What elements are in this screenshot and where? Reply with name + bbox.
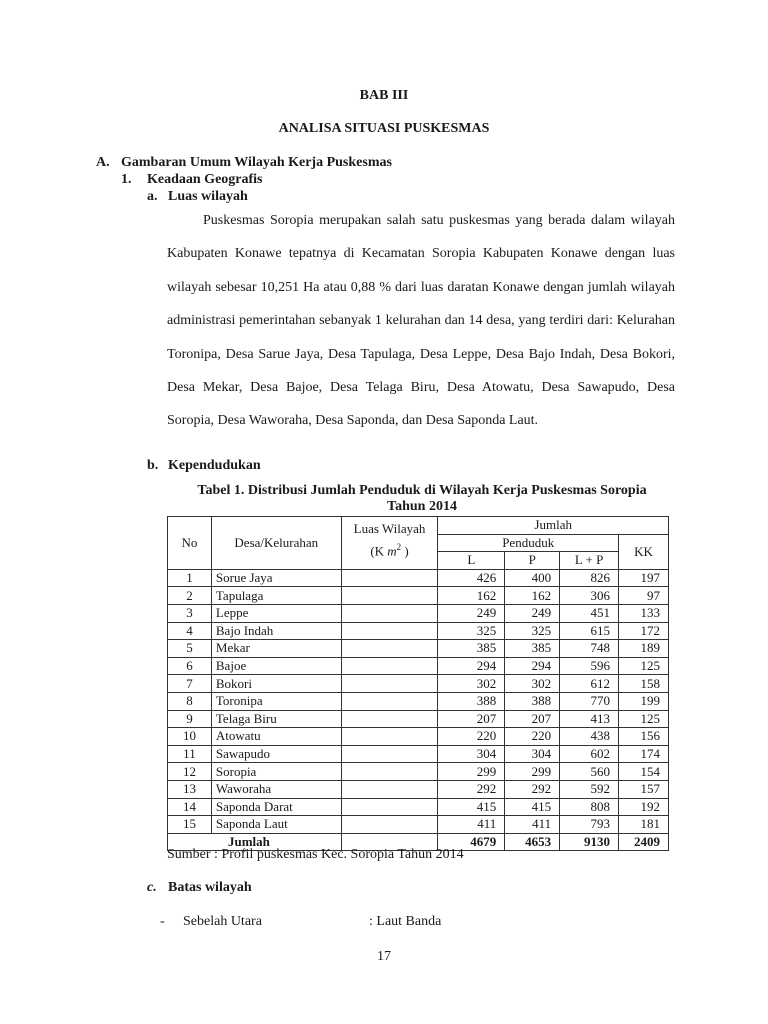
section-a-heading: [96, 155, 392, 171]
table-cell-luas: [341, 657, 438, 675]
total-kk: 2409: [619, 833, 669, 851]
table-row: [168, 587, 669, 605]
table-cell-luas: [341, 728, 438, 746]
table-cell-desa: Bokori: [211, 675, 341, 693]
chapter-heading: BAB III: [359, 88, 409, 103]
table-caption-year: Tahun 2014: [387, 499, 457, 514]
header-luas-exp: 2: [396, 542, 402, 552]
table-cell-desa: Leppe: [211, 604, 341, 622]
table-cell-l: 162: [438, 587, 505, 605]
table-cell-kk: 156: [619, 728, 669, 746]
table-cell-luas: [341, 798, 438, 816]
table-cell-p: 415: [505, 798, 560, 816]
paragraph-text: Puskesmas Soropia merupakan salah satu puskesmas yang berada dalam wilayah Kabupaten Konawe tepatnya di Kecamatan Soropia Kabupaten Konawe dengan luas wilayah sebesar 10,251 Ha atau 0,88 % dari luas daratan Konawe dengan jumlah wilayah administrasi pemerintahan sebanyak 1 kelurahan dan 14 desa, yang terdiri dari: Kelurahan Toronipa, Desa Sarue Jaya, Desa Tapulaga, Desa Leppe, Desa Bajo Indah, Desa Bokori, Desa Mekar, Desa Bajoe, Desa Telaga Biru, Desa Atowatu, Desa Sawapudo, Desa Soropia, Desa Waworaha, Desa Saponda, dan Desa Saponda Laut.: [167, 213, 675, 429]
table-cell-kk: 189: [619, 640, 669, 658]
header-no: No: [168, 517, 212, 570]
table-cell-no: 10: [168, 728, 212, 746]
table-cell-p: 249: [505, 604, 560, 622]
table-cell-no: 7: [168, 675, 212, 693]
table-cell-no: 13: [168, 780, 212, 798]
table-cell-desa: Toronipa: [211, 692, 341, 710]
table-cell-no: 2: [168, 587, 212, 605]
table-cell-p: 220: [505, 728, 560, 746]
table-cell-l: 299: [438, 763, 505, 781]
table-cell-l: 411: [438, 816, 505, 834]
table-row: [168, 710, 669, 728]
table-cell-luas: [341, 745, 438, 763]
table-cell-desa: Atowatu: [211, 728, 341, 746]
table-cell-p: 325: [505, 622, 560, 640]
total-lp: 9130: [560, 833, 619, 851]
table-cell-no: 6: [168, 657, 212, 675]
table-cell-kk: 133: [619, 604, 669, 622]
table-cell-luas: [341, 569, 438, 587]
table-cell-l: 426: [438, 569, 505, 587]
table-cell-p: 207: [505, 710, 560, 728]
table-row: [168, 657, 669, 675]
table-cell-p: 400: [505, 569, 560, 587]
total-l: 4679: [438, 833, 505, 851]
boundary-dash: -: [160, 914, 165, 929]
table-cell-kk: 125: [619, 710, 669, 728]
subsection-c-heading: [147, 880, 252, 896]
table-cell-p: 304: [505, 745, 560, 763]
chapter-title: ANALISA SITUASI PUSKESMAS: [278, 121, 490, 136]
table-row: [168, 640, 669, 658]
header-luas: [341, 517, 438, 570]
table-cell-p: 388: [505, 692, 560, 710]
section-1-text: Keadaan Geografis: [147, 172, 263, 187]
table-cell-luas: [341, 640, 438, 658]
table-cell-desa: Waworaha: [211, 780, 341, 798]
section-a-text: Gambaran Umum Wilayah Kerja Puskesmas: [121, 155, 392, 170]
header-luas-m: m: [387, 543, 397, 559]
table-cell-no: 8: [168, 692, 212, 710]
table-cell-luas: [341, 816, 438, 834]
table-caption: Tabel 1. Distribusi Jumlah Penduduk di Wilayah Kerja Puskesmas Soropia: [197, 483, 647, 498]
table-cell-kk: 181: [619, 816, 669, 834]
table-cell-l: 292: [438, 780, 505, 798]
table-cell-no: 1: [168, 569, 212, 587]
table-cell-desa: Tapulaga: [211, 587, 341, 605]
subsection-c-text: Batas wilayah: [168, 880, 252, 895]
table-cell-no: 9: [168, 710, 212, 728]
table-cell-lp: 612: [560, 675, 619, 693]
table-cell-p: 411: [505, 816, 560, 834]
table-cell-lp: 306: [560, 587, 619, 605]
table-cell-desa: Bajoe: [211, 657, 341, 675]
population-table: [167, 516, 669, 851]
table-cell-kk: 197: [619, 569, 669, 587]
table-row: [168, 728, 669, 746]
table-cell-p: 302: [505, 675, 560, 693]
table-cell-luas: [341, 710, 438, 728]
header-jumlah: Jumlah: [438, 517, 669, 535]
table-cell-desa: Bajo Indah: [211, 622, 341, 640]
table-row: [168, 692, 669, 710]
section-1-heading: [121, 172, 263, 188]
table-row: [168, 780, 669, 798]
table-cell-no: 14: [168, 798, 212, 816]
table-cell-luas: [341, 604, 438, 622]
table-cell-l: 415: [438, 798, 505, 816]
table-cell-desa: Saponda Darat: [211, 798, 341, 816]
table-cell-no: 11: [168, 745, 212, 763]
subsection-a-marker: a.: [147, 189, 158, 204]
table-cell-kk: 157: [619, 780, 669, 798]
table-cell-kk: 97: [619, 587, 669, 605]
table-cell-l: 325: [438, 622, 505, 640]
table-cell-l: 385: [438, 640, 505, 658]
table-body: [168, 569, 669, 851]
table-cell-lp: 808: [560, 798, 619, 816]
subsection-c-marker: c.: [147, 880, 157, 895]
total-p: 4653: [505, 833, 560, 851]
table-cell-kk: 154: [619, 763, 669, 781]
table-cell-no: 12: [168, 763, 212, 781]
page-number: 17: [377, 949, 391, 964]
header-desa: Desa/Kelurahan: [211, 517, 341, 570]
table-cell-l: 304: [438, 745, 505, 763]
table-cell-desa: Saponda Laut: [211, 816, 341, 834]
table-cell-luas: [341, 763, 438, 781]
table-cell-lp: 748: [560, 640, 619, 658]
boundary-label: Sebelah Utara: [183, 914, 262, 929]
table-cell-p: 299: [505, 763, 560, 781]
boundary-value: : Laut Banda: [369, 914, 442, 929]
header-kk: KK: [619, 534, 669, 569]
total-label: Jumlah: [168, 833, 342, 851]
table-cell-lp: 413: [560, 710, 619, 728]
table-cell-l: 220: [438, 728, 505, 746]
table-cell-kk: 125: [619, 657, 669, 675]
table-cell-kk: 158: [619, 675, 669, 693]
table-cell-lp: 602: [560, 745, 619, 763]
table-row: [168, 816, 669, 834]
table-cell-lp: 615: [560, 622, 619, 640]
table-row: [168, 798, 669, 816]
subsection-a-text: Luas wilayah: [168, 189, 248, 204]
table-cell-luas: [341, 675, 438, 693]
subsection-b-text: Kependudukan: [168, 458, 261, 473]
luas-wilayah-paragraph: [167, 204, 675, 438]
table-cell-no: 3: [168, 604, 212, 622]
table-cell-luas: [341, 780, 438, 798]
table-cell-l: 388: [438, 692, 505, 710]
table-cell-p: 292: [505, 780, 560, 798]
table-row: [168, 622, 669, 640]
table-cell-no: 4: [168, 622, 212, 640]
table-cell-p: 385: [505, 640, 560, 658]
table-cell-desa: Telaga Biru: [211, 710, 341, 728]
table-cell-p: 294: [505, 657, 560, 675]
table-cell-l: 302: [438, 675, 505, 693]
table-cell-desa: Sorue Jaya: [211, 569, 341, 587]
subsection-b-marker: b.: [147, 458, 159, 473]
table-cell-lp: 438: [560, 728, 619, 746]
table-row: [168, 604, 669, 622]
table-cell-lp: 451: [560, 604, 619, 622]
table-cell-p: 162: [505, 587, 560, 605]
table-row: [168, 763, 669, 781]
table-cell-kk: 192: [619, 798, 669, 816]
header-l: L: [438, 552, 505, 570]
header-luas-close: ): [404, 543, 409, 559]
header-p: P: [505, 552, 560, 570]
section-a-marker: A.: [96, 155, 110, 170]
header-luas-label: Luas Wilayah: [353, 521, 426, 536]
table-cell-kk: 174: [619, 745, 669, 763]
table-cell-lp: 560: [560, 763, 619, 781]
table-cell-no: 15: [168, 816, 212, 834]
section-1-marker: 1.: [121, 172, 132, 187]
table-cell-kk: 199: [619, 692, 669, 710]
table-cell-l: 249: [438, 604, 505, 622]
table-row: [168, 675, 669, 693]
subsection-b-heading: [147, 458, 261, 474]
table-source: Sumber : Profil puskesmas Kec. Soropia Tahun 2014: [167, 847, 464, 862]
table-cell-lp: 592: [560, 780, 619, 798]
table-cell-no: 5: [168, 640, 212, 658]
header-luas-unit: (K: [370, 543, 385, 559]
table-row: [168, 569, 669, 587]
table-cell-luas: [341, 587, 438, 605]
header-lp: L + P: [560, 552, 619, 570]
table-cell-kk: 172: [619, 622, 669, 640]
table-cell-l: 207: [438, 710, 505, 728]
table-cell-l: 294: [438, 657, 505, 675]
table-cell-lp: 793: [560, 816, 619, 834]
table-cell-lp: 770: [560, 692, 619, 710]
table-cell-luas: [341, 692, 438, 710]
table-cell-desa: Sawapudo: [211, 745, 341, 763]
header-penduduk: Penduduk: [438, 534, 619, 552]
table-cell-lp: 596: [560, 657, 619, 675]
table-cell-lp: 826: [560, 569, 619, 587]
table-cell-luas: [341, 622, 438, 640]
table-cell-desa: Soropia: [211, 763, 341, 781]
subsection-a-heading: [147, 189, 248, 205]
table-cell-desa: Mekar: [211, 640, 341, 658]
table-row: [168, 745, 669, 763]
